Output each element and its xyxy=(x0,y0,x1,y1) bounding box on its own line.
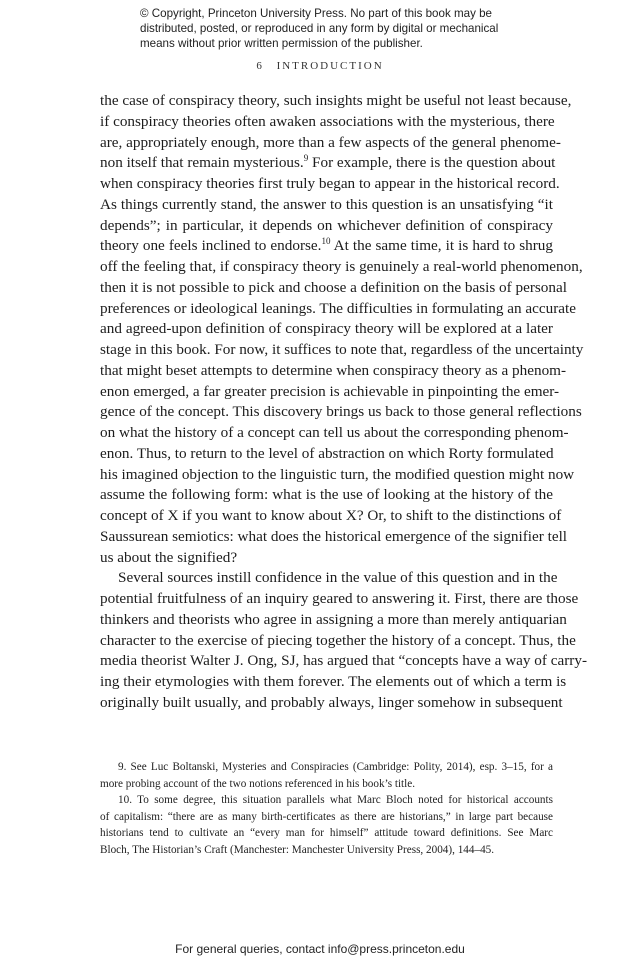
body-line: enon emerged, a far greater precision is achievable in pinpointing the emer- xyxy=(100,382,560,400)
body-line: Saussurean semiotics: what does the historical emergence of the signifier tell xyxy=(100,527,568,545)
body-line: when conspiracy theories first truly began to appear in the historical record. xyxy=(100,175,560,192)
footnote-line: 9. See Luc Boltanski, Mysteries and Conspiracies (Cambridge: Polity, 2014), esp. 3–15, for a xyxy=(118,761,553,773)
body-line: stage in this book. For now, it suffices to note that, regardless of the uncertainty xyxy=(100,341,584,358)
body-line: depends”; in particular, it depends on whichever definition of conspiracy xyxy=(100,216,553,234)
footnote-line: more probing account of the two notions referenced in his book’s title. xyxy=(100,777,416,790)
footnotes xyxy=(100,759,553,859)
body-line: are, appropriately enough, more than a few aspects of the general phenome- xyxy=(100,133,561,151)
body-line: off the feeling that, if conspiracy theory is genuinely a real-world phenomenon, xyxy=(100,258,583,275)
page-number: 6 xyxy=(256,60,262,72)
body-text-run: non itself that remain mysterious. xyxy=(100,154,304,172)
body-line: potential fruitfulness of an inquiry geared to answering it. First, there are those xyxy=(100,590,579,607)
body-line: us about the signified? xyxy=(100,548,238,566)
body-line: on what the history of a concept can tell us about the corresponding phenom- xyxy=(100,424,569,441)
body-line: enon. Thus, to return to the level of abstraction on which Rorty formulated xyxy=(100,444,554,462)
running-head xyxy=(0,60,640,72)
body-line: preferences or ideological leanings. The difficulties in formulating an accurate xyxy=(100,299,576,317)
chapter-title: INTRODUCTION xyxy=(276,60,384,72)
body-line: the case of conspiracy theory, such insights might be useful not least because, xyxy=(100,92,572,109)
body-line: thinkers and theorists who agree in assigning a more than merely antiquarian xyxy=(100,610,567,628)
body-text-run: theory one feels inclined to endorse. xyxy=(100,237,322,255)
copyright-line: distributed, posted, or reproduced in any form by digital or mechanical xyxy=(140,22,499,35)
footnote-10 xyxy=(100,792,553,858)
copyright-line: means without prior written permission of the publisher. xyxy=(140,37,423,50)
body-line: As things currently stand, the answer to this question is an unsatisfying “it xyxy=(100,195,553,213)
footnote-line: Bloch, The Historian’s Craft (Manchester: Manchester University Press, 2004), 144–45. xyxy=(100,843,495,856)
body-line: concept of X if you want to know about X? Or, to shift to the distinctions of xyxy=(100,507,562,524)
body-line: media theorist Walter J. Ong, SJ, has argued that “concepts have a way of carry- xyxy=(100,652,588,670)
footnote-ref-10[interactable]: 10 xyxy=(321,236,331,247)
body-line: originally built usually, and probably always, linger somehow in subsequent xyxy=(100,693,563,711)
footer-contact: For general queries, contact info@press.princeton.edu xyxy=(175,942,465,956)
footnote-9 xyxy=(100,759,553,792)
copyright-notice xyxy=(140,6,520,51)
body-line: his imagined objection to the linguistic turn, the modified question might now xyxy=(100,465,575,483)
body-text-run: For example, there is the question about xyxy=(308,154,556,172)
copyright-line: © Copyright, Princeton University Press. No part of this book may be xyxy=(140,7,492,20)
body-text-run: At the same time, it is hard to shrug xyxy=(330,237,553,255)
body-line: ing their etymologies with them forever. The elements out of which a term is xyxy=(100,673,567,690)
body-line: and agreed-upon definition of conspiracy theory will be explored at a later xyxy=(100,320,553,338)
body-text xyxy=(100,91,588,714)
body-line: Several sources instill confidence in the value of this question and in the xyxy=(118,569,558,587)
body-line: gence of the concept. This discovery brings us back to those general reflections xyxy=(100,403,582,421)
body-line: if conspiracy theories often awaken associations with the mysterious, there xyxy=(100,112,555,130)
footnote-line: historians tend to cultivate an “every man for himself” attitude toward definitions. See Marc xyxy=(100,827,553,840)
body-line: that might beset attempts to determine when conspiracy theory as a phenom- xyxy=(100,361,567,379)
footnote-ref-9[interactable]: 9 xyxy=(303,153,309,164)
footnote-line: of capitalism: “there are as many birth-certificates as there are historians,” in large part because xyxy=(100,810,553,823)
body-line: then it is not possible to pick and choose a definition on the basis of personal xyxy=(100,278,567,296)
body-line xyxy=(100,153,556,174)
body-line: assume the following form: what is the use of looking at the history of the xyxy=(100,486,553,504)
body-line xyxy=(100,236,553,257)
footnote-line: 10. To some degree, this situation parallels what Marc Bloch noted for historical accounts xyxy=(118,794,553,807)
body-line: character to the exercise of piecing together the history of a concept. Thus, the xyxy=(100,631,576,649)
